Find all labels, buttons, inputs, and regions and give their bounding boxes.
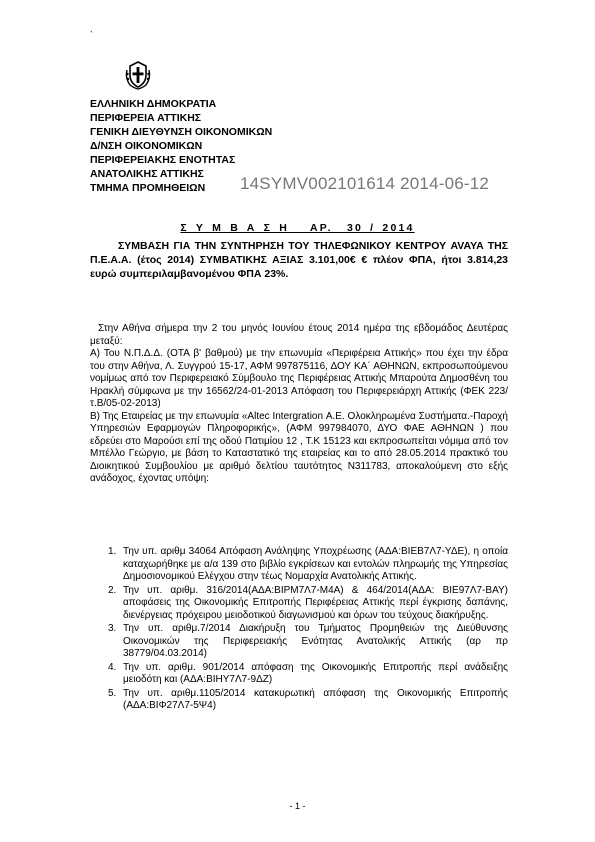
contract-title: Σ Υ Μ Β Α Σ Η ΑΡ. 30 / 2014 <box>180 222 415 234</box>
list-item <box>108 688 508 713</box>
page-number: - 1 - <box>289 801 306 811</box>
header-line: ΠΕΡΙΦΕΡΕΙΑΚΗΣ ΕΝΟΤΗΤΑΣ <box>90 154 236 166</box>
header-line: ΕΛΛΗΝΙΚΗ ΔΗΜΟΚΡΑΤΙΑ <box>90 98 217 110</box>
greek-coat-of-arms-icon <box>124 60 152 90</box>
considerations-list <box>108 546 508 714</box>
list-item <box>108 623 508 661</box>
header-line: ΠΕΡΙΦΕΡΕΙΑ ΑΤΤΙΚΗΣ <box>90 112 202 124</box>
header-line: Δ/ΝΣΗ ΟΙΚΟΝΟΜΙΚΩΝ <box>90 140 203 152</box>
contract-body <box>90 323 508 486</box>
contract-subject-text: ΣΥΜΒΑΣΗ ΓΙΑ ΤΗΝ ΣΥΝΤΗΡΗΣΗ ΤΟΥ ΤΗΛΕΦΩΝΙΚΟΥ ΚΕΝΤΡΟΥ AVAYA ΤΗΣ Π.Ε.Α.Α. (έτος 2014) ΣΥΜΒΑΤΙΚΗΣ ΑΞΙΑΣ 3.101,00€ € πλέον ΦΠΑ, ήτοι 3.814,23 ευρώ συμπεριλαμβανομένου ΦΠΑ 23%. <box>90 240 508 280</box>
party-a-paragraph: Α) Του Ν.Π.Δ.Δ. (ΟΤΑ β' βαθμού) με την επωνυμία «Περιφέρεια Αττικής» που έχει την έδρα του στην Αθήνα, Λ. Συγγρού 15-17, ΑΦΜ 997875116, ΔΟΥ ΚΑ΄ ΑΘΗΝΩΝ, εκπροσωπούμενου νομίμως από τον Περιφερειακό Σύμβουλο της Περιφέρειας Αττικής Μπαρούτα Δημοσθένη του Ηρακλή σύμφωνα με την 16562/24-01-2013 Απόφαση του Περιφερειάρχη Αττικής (ΦΕΚ 223/τ.Β/05-02-2013) <box>90 348 508 409</box>
list-item-number: 3. <box>108 623 117 634</box>
list-item-text: Την υπ. αριθμ. 316/2014(ΑΔΑ:ΒΙΡΜ7Λ7-Μ4Α) & 464/2014(ΑΔΑ: ΒΙΕ97Λ7-ΒΑΥ) αποφάσεις της Οικονομικής Επιτροπής Περιφέρειας Αττικής περί έγκρισης δαπάνης, διενέργειας πρόχειρου μειοδοτικού διαγωνισμού και όρων του τεύχους διακήρυξης. <box>123 584 508 621</box>
list-item <box>108 662 508 687</box>
registry-stamp: 14SYMV002101614 2014-06-12 <box>240 174 490 193</box>
list-item-number: 5. <box>108 687 117 699</box>
list-item <box>108 585 508 623</box>
list-item-text: Την υπ. αριθμ. 901/2014 απόφαση της Οικονομικής Επιτροπής περί ανάδειξης μειοδότη και (ΑΔΑ:ΒΙΗΥ7Λ7-9ΔΖ) <box>123 661 508 685</box>
list-item-number: 4. <box>108 661 117 673</box>
intro-paragraph: Στην Αθήνα σήμερα την 2 του μηνός Ιουνίου έτους 2014 ημέρα της εβδομάδος Δευτέρας μεταξύ: <box>90 323 508 347</box>
list-item-number: 1. <box>108 546 117 557</box>
contract-subject <box>90 239 508 281</box>
page-mark: ` <box>90 30 93 40</box>
header-line: ΑΝΑΤΟΛΙΚΗΣ ΑΤΤΙΚΗΣ <box>90 168 204 180</box>
list-item <box>108 546 508 584</box>
party-b-paragraph: Β) Της Εταιρείας με την επωνυμία «Altec Intergration Α.Ε. Ολοκληρωμένα Συστήματα.-Παροχή Υπηρεσιών Εφαρμογών Πληροφορικής», (ΑΦΜ 997984070, ΔΥΟ ΦΑΕ ΑΘΗΝΩΝ ) που εδρεύει στο Μαρούσι επί της οδού Πατιμίου 12 , Τ.Κ 15123 και εκπροσωπείται νόμιμα από τον Μπέλλο Γεώργιο, με βάση το Καταστατικό της εταιρείας και το από 28.05.2014 πρακτικό του Διοικητικού Συμβουλίου με αριθμό δελτίου ταυτότητος Ν311783, αποκαλούμενη στο εξής ανάδοχος, έχοντας υπόψη: <box>90 410 508 484</box>
list-item-text: Την υπ. αριθμ 34064 Απόφαση Ανάληψης Υποχρέωσης (ΑΔΑ:ΒΙΕΒ7Λ7-ΥΔΕ), η οποία καταχωρήθηκε με α/α 139 στο βιβλίο εγκρίσεων και εντολών πληρωμής της Υπηρεσίας Δημοσιονομικού Ελέγχου στην τέως Νομαρχία Ανατολικής Αττικής. <box>123 546 508 582</box>
header-line: ΓΕΝΙΚΗ ΔΙΕΥΘΥΝΣΗ ΟΙΚΟΝΟΜΙΚΩΝ <box>90 126 273 138</box>
list-item-text: Την υπ. αριθμ.1105/2014 κατακυρωτική απόφαση της Οικονομικής Επιτροπής (ΑΔΑ:ΒΙΦ27Λ7-5Ψ4) <box>123 687 508 711</box>
list-item-text: Την υπ. αριθμ.7/2014 Διακήρυξη του Τμήματος Προμηθειών της Διεύθυνσης Οικονομικών της Περιφερειακής Ενότητας Ανατολικής Αττικής (αρ πρ 38779/04.03.2014) <box>123 623 508 659</box>
header-line: ΤΜΗΜΑ ΠΡΟΜΗΘΕΙΩΝ <box>90 182 206 194</box>
list-item-number: 2. <box>108 584 117 596</box>
